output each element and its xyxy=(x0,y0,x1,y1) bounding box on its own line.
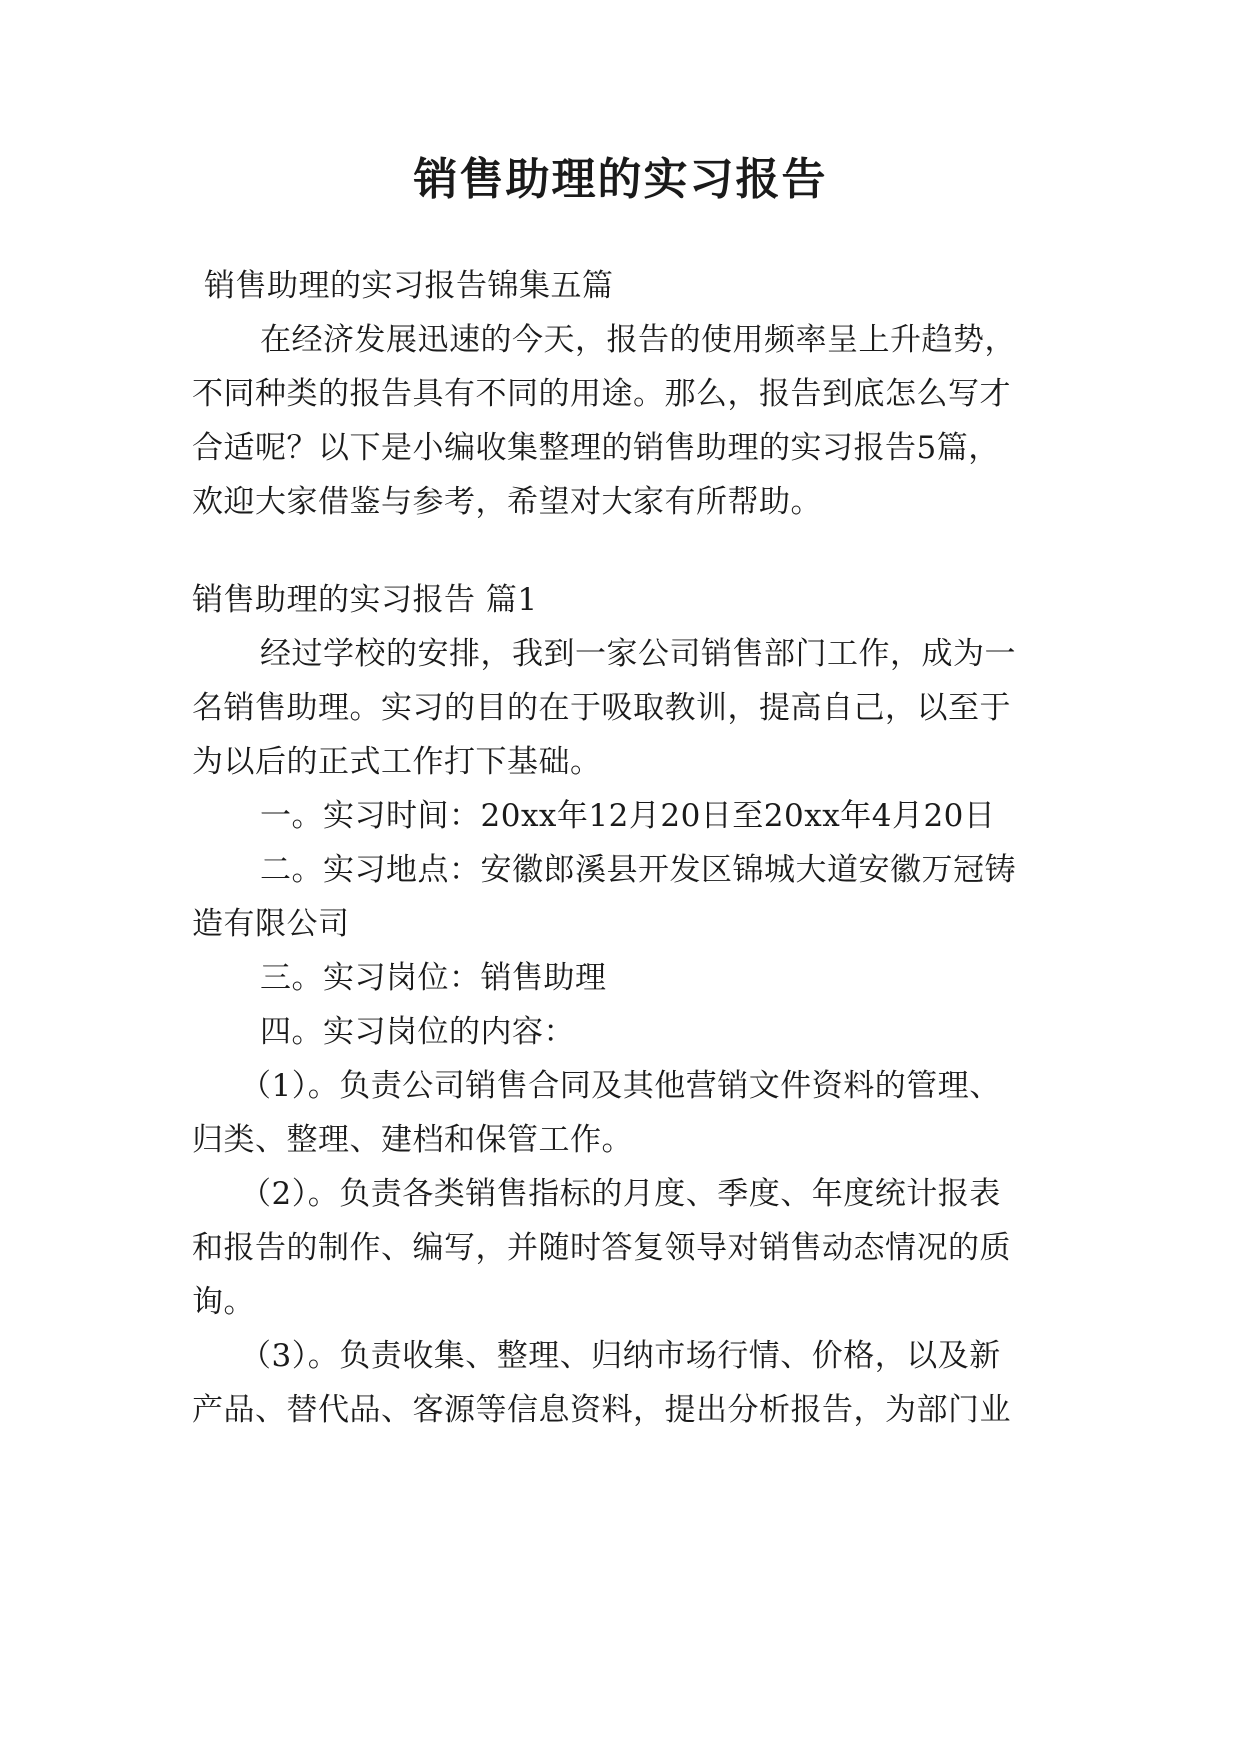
intro-line: 不同种类的报告具有不同的用途。那么，报告到底怎么写才 xyxy=(192,376,1011,412)
body-line: 和报告的制作、编写，并随时答复领导对销售动态情况的质 xyxy=(192,1230,1011,1266)
body-line: 二。实习地点：安徽郎溪县开发区锦城大道安徽万冠铸 xyxy=(260,852,1016,888)
body-line: 询。 xyxy=(192,1284,255,1320)
body-line: （1）。负责公司销售合同及其他营销文件资料的管理、 xyxy=(240,1068,1001,1104)
document-title: 销售助理的实习报告 xyxy=(413,154,828,205)
body-line: 造有限公司 xyxy=(192,906,350,942)
intro-line: 在经济发展迅速的今天，报告的使用频率呈上升趋势， xyxy=(260,322,1016,358)
body-line: 名销售助理。实习的目的在于吸取教训，提高自己，以至于 xyxy=(192,690,1011,726)
intro-line: 合适呢？以下是小编收集整理的销售助理的实习报告5篇， xyxy=(192,430,1000,466)
section-heading: 销售助理的实习报告 篇1 xyxy=(192,582,538,618)
body-line: 为以后的正式工作打下基础。 xyxy=(192,744,602,780)
body-line: 三。实习岗位：销售助理 xyxy=(260,960,607,996)
document-subtitle: 销售助理的实习报告锦集五篇 xyxy=(204,268,614,304)
body-line: 归类、整理、建档和保管工作。 xyxy=(192,1122,633,1158)
body-line: 经过学校的安排，我到一家公司销售部门工作，成为一 xyxy=(260,636,1016,672)
body-line: 一。实习时间：20xx年12月20日至20xx年4月20日 xyxy=(260,798,996,834)
body-line: （2）。负责各类销售指标的月度、季度、年度统计报表 xyxy=(240,1176,1001,1212)
body-line: （3）。负责收集、整理、归纳市场行情、价格，以及新 xyxy=(240,1338,1001,1374)
body-line: 四。实习岗位的内容： xyxy=(260,1014,575,1050)
intro-line: 欢迎大家借鉴与参考，希望对大家有所帮助。 xyxy=(192,484,822,520)
body-line: 产品、替代品、客源等信息资料，提出分析报告，为部门业 xyxy=(192,1392,1011,1428)
